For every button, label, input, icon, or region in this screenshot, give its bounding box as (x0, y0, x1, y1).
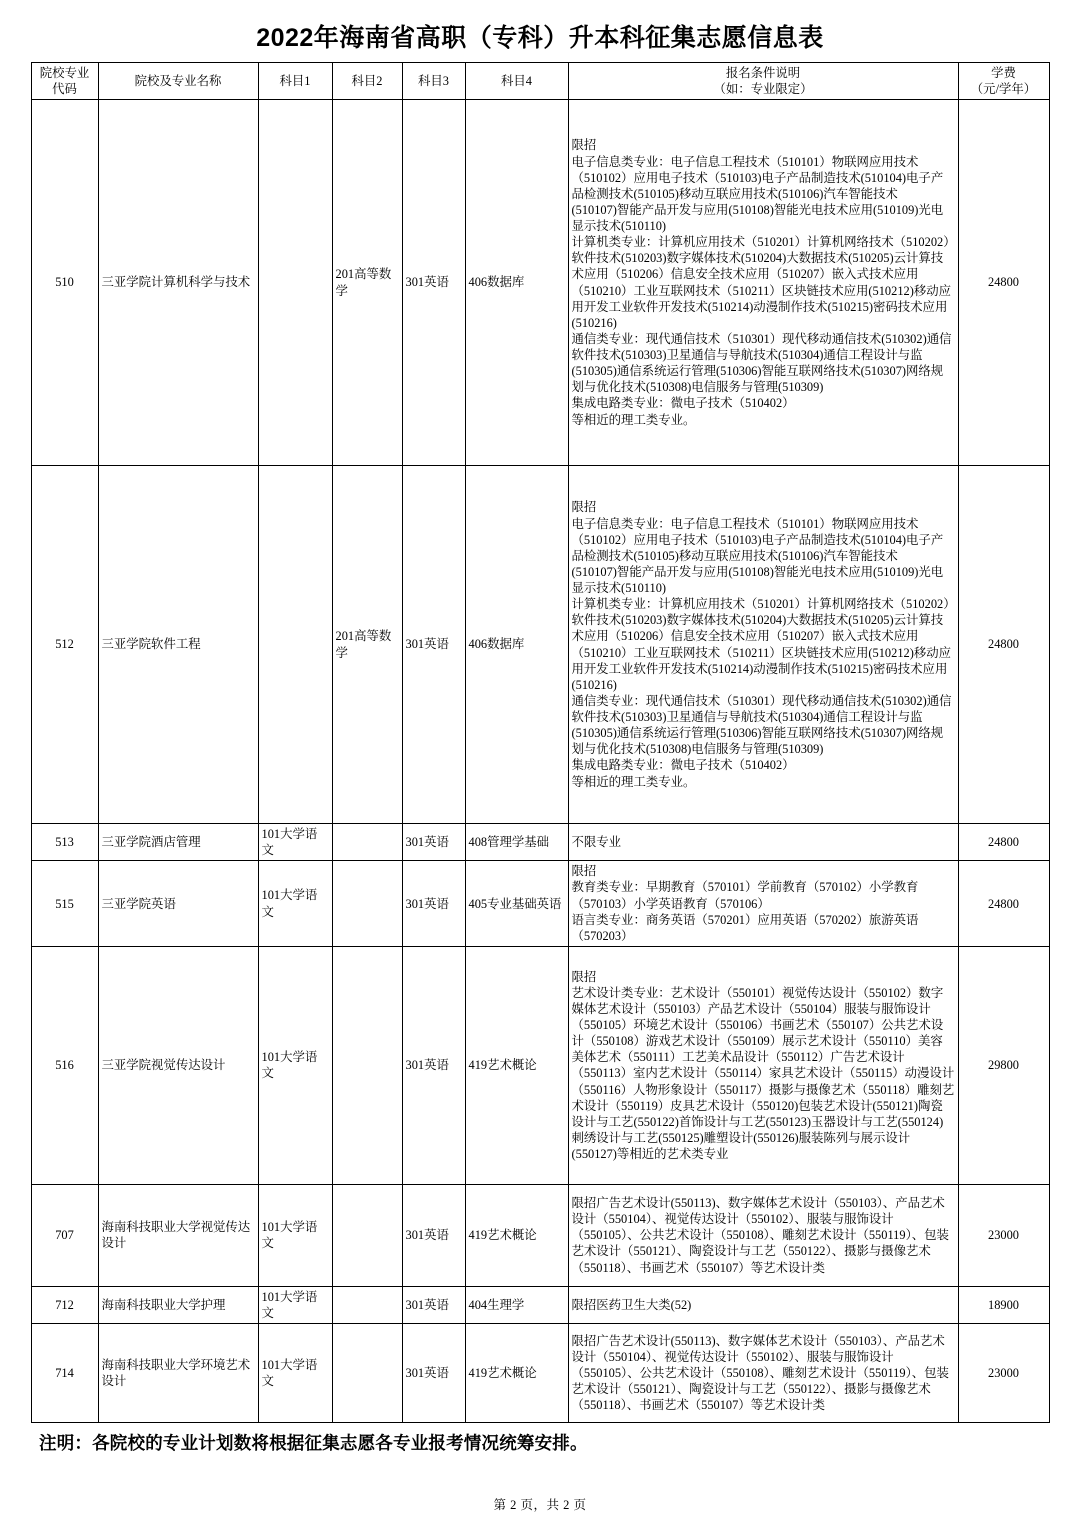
cell-major-name: 三亚学院计算机科学与技术 (98, 100, 258, 466)
condition-line: 限招 (571, 864, 597, 879)
cell-subject-2 (332, 1286, 402, 1323)
cell-condition (568, 100, 958, 466)
cell-subject-1 (258, 100, 332, 466)
condition-line: 计算机类专业：计算机应用技术（510201）计算机网络技术（510202）软件技术(510203)数字媒体技术(510204)大数据技术(510205)云计算技术应用（510206）信息安全技术应用（510207）嵌入式技术应用（510210）工业互联网技术（510211）区块链技术应用(510212)移动应用开发工业软件开发技术(510214)动漫制作技术(510215)密码技术应用(510216) (571, 597, 952, 692)
cell-major-code: 515 (31, 861, 98, 947)
cell-subject-4: 419艺术概论 (465, 1324, 568, 1423)
table-row (31, 946, 1049, 1184)
condition-line: 语言类专业：商务英语（570201）应用英语（570202）旅游英语（570203） (571, 912, 919, 943)
table-row (31, 1184, 1049, 1286)
cell-subject-3: 301英语 (402, 466, 465, 824)
cell-major-name: 三亚学院英语 (98, 861, 258, 947)
table-row (31, 861, 1049, 947)
cell-subject-1: 101大学语文 (258, 824, 332, 861)
admission-info-table (31, 62, 1050, 1423)
cell-major-code: 513 (31, 824, 98, 861)
cell-major-code: 512 (31, 466, 98, 824)
cell-major-name: 三亚学院软件工程 (98, 466, 258, 824)
cell-condition (568, 466, 958, 824)
condition-line: 集成电路类专业：微电子技术（510402） (571, 396, 795, 411)
condition-line: 通信类专业：现代通信技术（510301）现代移动通信技术(510302)通信软件技术(510303)卫星通信与导航技术(510304)通信工程设计与监(510305)通信系统运行管理(510306)智能互联网络技术(510307)网络规划与优化技术(510308)电信服务与管理(510309) (571, 331, 952, 395)
cell-subject-2 (332, 1184, 402, 1286)
header-row (31, 62, 1049, 99)
cell-tuition-fee: 18900 (958, 1286, 1049, 1323)
cell-subject-1: 101大学语文 (258, 861, 332, 947)
cell-subject-3: 301英语 (402, 100, 465, 466)
condition-line: 集成电路类专业：微电子技术（510402） (571, 758, 795, 773)
cell-subject-3: 301英语 (402, 1184, 465, 1286)
condition-line: 限招广告艺术设计(550113)、数字媒体艺术设计（550103）、产品艺术设计（550104）、视觉传达设计（550102）、服装与服饰设计（550105）、公共艺术设计（550108）、雕刻艺术设计（550119）、包装艺术设计（550121）、陶瓷设计与工艺（550122）、摄影与摄像艺术（550118）、书画艺术（550107）等艺术设计类 (571, 1333, 949, 1413)
condition-header-line2: （如：专业限定） (713, 81, 813, 96)
condition-line: 计算机类专业：计算机应用技术（510201）计算机网络技术（510202）软件技术(510203)数字媒体技术(510204)大数据技术(510205)云计算技术应用（510206）信息安全技术应用（510207）嵌入式技术应用（510210）工业互联网技术（510211）区块链技术应用(510212)移动应用开发工业软件开发技术(510214)动漫制作技术(510215)密码技术应用(510216) (571, 235, 952, 330)
cell-major-name: 海南科技职业大学环境艺术设计 (98, 1324, 258, 1423)
condition-line: (510107)智能产品开发与应用(510108)智能光电技术应用(510109)光电显示技术(510110) (571, 564, 944, 595)
condition-line: 等相近的理工类专业。 (571, 412, 696, 427)
cell-subject-3: 301英语 (402, 946, 465, 1184)
cell-tuition-fee: 24800 (958, 824, 1049, 861)
cell-subject-2: 201高等数学 (332, 100, 402, 466)
cell-subject-2 (332, 1324, 402, 1423)
cell-tuition-fee: 24800 (958, 466, 1049, 824)
footer-note: 注明：各院校的专业计划数将根据征集志愿各专业报考情况统筹安排。 (39, 1433, 588, 1454)
cell-subject-4: 408管理学基础 (465, 824, 568, 861)
condition-line: 通信类专业：现代通信技术（510301）现代移动通信技术(510302)通信软件技术(510303)卫星通信与导航技术(510304)通信工程设计与监(510305)通信系统运行管理(510306)智能互联网络技术(510307)网络规划与优化技术(510308)电信服务与管理(510309) (571, 693, 952, 757)
column-header-subject4: 科目4 (465, 62, 568, 99)
cell-subject-3: 301英语 (402, 1324, 465, 1423)
condition-line: 电子信息类专业：电子信息工程技术（510101）物联网应用技术（510102）应用电子技术（510103)电子产品制造技术(510104)电子产品检测技术(510105)移动互联应用技术(510106)汽车智能技术 (571, 154, 944, 201)
cell-subject-2 (332, 946, 402, 1184)
condition-line: 艺术设计类专业：艺术设计（550101）视觉传达设计（550102）数字媒体艺术设计（550103）产品艺术设计（550104）服装与服饰设计（550105）环境艺术设计（550106）书画艺术（550107）公共艺术设计（550108）游戏艺术设计（550109）展示艺术设计（550110）美容美体艺术（550111）工艺美术品设计（550112）广告艺术设计（550113）室内艺术设计（550114）家具艺术设计（550115）动漫设计（550116）人物形象设计（550117）摄影与摄像艺术（550118）雕刻艺术设计（550119）皮具艺术设计（550120)包装艺术设计(550121)陶瓷设计与工艺(550122)首饰设计与工艺(550123)玉器设计与工艺(550124)刺绣设计与工艺(550125)雕塑设计(550126)服装陈列与展示设计(550127)等相近的艺术类专业 (571, 985, 955, 1161)
cell-subject-4: 419艺术概论 (465, 1184, 568, 1286)
condition-line: 限招 (571, 138, 597, 153)
cell-major-code: 714 (31, 1324, 98, 1423)
condition-line: 不限专业 (571, 835, 622, 850)
cell-major-name: 海南科技职业大学视觉传达设计 (98, 1184, 258, 1286)
table-row (31, 824, 1049, 861)
cell-tuition-fee: 23000 (958, 1184, 1049, 1286)
column-header-subject2: 科目2 (332, 62, 402, 99)
cell-subject-1 (258, 466, 332, 824)
column-header-subject1: 科目1 (258, 62, 332, 99)
cell-major-code: 712 (31, 1286, 98, 1323)
cell-subject-2 (332, 861, 402, 947)
condition-line: 限招 (571, 500, 597, 515)
cell-major-name: 三亚学院视觉传达设计 (98, 946, 258, 1184)
cell-tuition-fee: 29800 (958, 946, 1049, 1184)
condition-header-line1: 报名条件说明 (725, 65, 801, 80)
column-header-name: 院校及专业名称 (98, 62, 258, 99)
condition-line: 限招广告艺术设计(550113)、数字媒体艺术设计（550103）、产品艺术设计（550104）、视觉传达设计（550102）、服装与服饰设计（550105）、公共艺术设计（550108）、雕刻艺术设计（550119）、包装艺术设计（550121）、陶瓷设计与工艺（550122）、摄影与摄像艺术（550118）、书画艺术（550107）等艺术设计类 (571, 1196, 949, 1275)
cell-subject-3: 301英语 (402, 824, 465, 861)
condition-line: 等相近的理工类专业。 (571, 774, 696, 789)
column-header-code: 院校专业代码 (31, 62, 98, 99)
cell-tuition-fee: 24800 (958, 100, 1049, 466)
table-body (31, 100, 1049, 1423)
condition-line: (510107)智能产品开发与应用(510108)智能光电技术应用(510109)光电显示技术(510110) (571, 202, 944, 233)
table-row (31, 466, 1049, 824)
page-title: 2022年海南省高职（专科）升本科征集志愿信息表 (256, 24, 824, 52)
cell-subject-1: 101大学语文 (258, 1286, 332, 1323)
fee-header-line2: （元/学年） (970, 81, 1037, 96)
table-row (31, 1324, 1049, 1423)
cell-tuition-fee: 23000 (958, 1324, 1049, 1423)
cell-major-code: 516 (31, 946, 98, 1184)
page-number: 第 2 页，共 2 页 (493, 1498, 587, 1513)
condition-line: 限招医药卫生大类(52) (571, 1297, 692, 1312)
condition-line: 电子信息类专业：电子信息工程技术（510101）物联网应用技术（510102）应用电子技术（510103)电子产品制造技术(510104)电子产品检测技术(510105)移动互联应用技术(510106)汽车智能技术 (571, 516, 944, 563)
cell-tuition-fee: 24800 (958, 861, 1049, 947)
cell-subject-4: 406数据库 (465, 100, 568, 466)
condition-line: 限招 (571, 969, 597, 984)
cell-subject-4: 406数据库 (465, 466, 568, 824)
column-header-fee (958, 62, 1049, 99)
fee-header-line1: 学费 (991, 65, 1016, 80)
table-header (31, 62, 1049, 99)
cell-condition (568, 946, 958, 1184)
cell-major-code: 510 (31, 100, 98, 466)
cell-subject-4: 419艺术概论 (465, 946, 568, 1184)
cell-subject-1: 101大学语文 (258, 1324, 332, 1423)
cell-major-name: 三亚学院酒店管理 (98, 824, 258, 861)
condition-line: 教育类专业：早期教育（570101）学前教育（570102）小学教育（570103）小学英语教育（570106） (571, 880, 919, 911)
cell-subject-3: 301英语 (402, 861, 465, 947)
cell-condition (568, 861, 958, 947)
cell-subject-2 (332, 824, 402, 861)
cell-condition (568, 1184, 958, 1286)
cell-subject-1: 101大学语文 (258, 1184, 332, 1286)
table-row (31, 100, 1049, 466)
cell-condition (568, 1324, 958, 1423)
cell-condition (568, 824, 958, 861)
cell-subject-1: 101大学语文 (258, 946, 332, 1184)
cell-subject-3: 301英语 (402, 1286, 465, 1323)
cell-subject-2: 201高等数学 (332, 466, 402, 824)
table-row (31, 1286, 1049, 1323)
cell-major-code: 707 (31, 1184, 98, 1286)
cell-major-name: 海南科技职业大学护理 (98, 1286, 258, 1323)
cell-condition (568, 1286, 958, 1323)
column-header-subject3: 科目3 (402, 62, 465, 99)
cell-subject-4: 405专业基础英语 (465, 861, 568, 947)
cell-subject-4: 404生理学 (465, 1286, 568, 1323)
column-header-condition (568, 62, 958, 99)
